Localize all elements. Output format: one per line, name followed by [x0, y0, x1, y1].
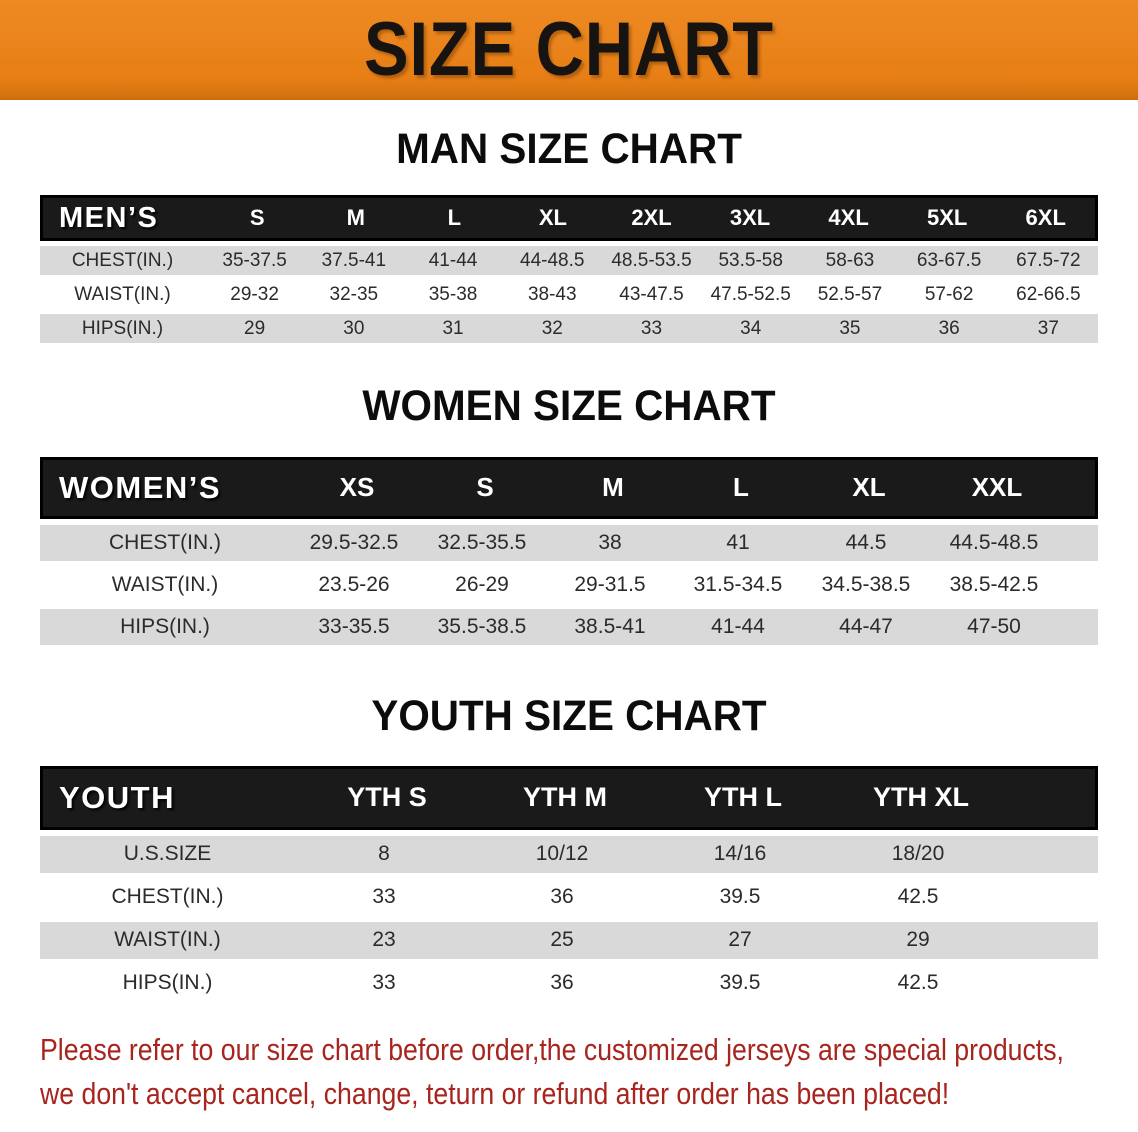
size-column-header: 4XL: [828, 205, 869, 231]
size-column-header: XL: [852, 472, 886, 503]
size-value-cell: 29: [244, 317, 266, 339]
table-row: [40, 567, 1098, 603]
size-value-cell: 33: [372, 971, 396, 995]
order-disclaimer: [40, 1028, 1138, 1116]
size-value-cell: 47.5-52.5: [710, 283, 791, 305]
size-value-cell: 36: [550, 971, 574, 995]
size-value-cell: 38-43: [527, 283, 577, 305]
size-value-cell: 29-31.5: [574, 572, 646, 596]
size-value-cell: 34.5-38.5: [821, 572, 911, 596]
size-value-cell: 18/20: [891, 842, 945, 866]
size-value-cell: 42.5: [897, 971, 939, 995]
size-value-cell: 32.5-35.5: [437, 530, 527, 554]
size-value-cell: 29-32: [230, 283, 279, 305]
size-column-header: M: [346, 205, 365, 231]
size-column-header: YTH XL: [872, 782, 969, 813]
table-row: [40, 879, 1098, 916]
banner-title: SIZE CHART: [363, 7, 775, 92]
size-value-cell: 10/12: [535, 842, 589, 866]
size-value-cell: 29: [906, 928, 930, 952]
measurement-row-label: HIPS(IN.): [122, 971, 213, 995]
table-row: [40, 525, 1098, 561]
size-value-cell: 33: [640, 317, 663, 339]
size-column-header: S: [476, 472, 494, 503]
youth-size-section: [0, 645, 1138, 1002]
size-value-cell: 23.5-26: [318, 572, 390, 596]
size-value-cell: 44-47: [839, 614, 893, 638]
measurement-row-label: WAIST(IN.): [114, 928, 221, 952]
size-value-cell: 33: [372, 885, 396, 909]
men-size-table: [40, 195, 1098, 343]
table-row: [40, 836, 1098, 873]
measurement-row-label: HIPS(IN.): [81, 317, 164, 339]
size-value-cell: 58-63: [825, 249, 875, 271]
youth-section-heading: YOUTH SIZE CHART: [371, 691, 767, 740]
size-column-header: 5XL: [926, 205, 968, 231]
size-column-header: 2XL: [631, 205, 672, 231]
measurement-row-label: CHEST(IN.): [71, 249, 174, 271]
men-section-heading: MAN SIZE CHART: [396, 125, 742, 173]
women-size-section: [0, 343, 1138, 644]
size-value-cell: 42.5: [897, 885, 939, 909]
size-value-cell: 32: [541, 317, 563, 339]
table-header-row: [40, 195, 1098, 241]
table-header-row: [40, 457, 1098, 519]
measurement-row-label: U.S.SIZE: [123, 842, 212, 866]
table-row: [40, 609, 1098, 645]
size-value-cell: 67.5-72: [1016, 249, 1081, 271]
size-value-cell: 41-44: [428, 249, 478, 271]
measurement-row-label: CHEST(IN.): [109, 530, 221, 554]
size-value-cell: 8: [378, 842, 390, 866]
size-value-cell: 35.5-38.5: [437, 614, 527, 638]
size-value-cell: 36: [938, 317, 960, 339]
size-value-cell: 48.5-53.5: [611, 249, 692, 271]
size-column-header: YTH M: [523, 782, 607, 813]
size-value-cell: 14/16: [713, 842, 767, 866]
size-value-cell: 44-48.5: [520, 249, 585, 271]
size-value-cell: 53.5-58: [718, 249, 783, 271]
youth-size-table: [40, 766, 1098, 1002]
size-column-header: L: [733, 472, 749, 503]
size-value-cell: 62-66.5: [1016, 283, 1081, 305]
size-value-cell: 39.5: [719, 885, 761, 909]
size-column-header: YTH L: [704, 782, 782, 813]
table-row: [40, 280, 1098, 309]
table-group-label: MEN’S: [59, 201, 159, 234]
size-value-cell: 27: [728, 928, 752, 952]
size-value-cell: 23: [372, 928, 396, 952]
table-row: [40, 922, 1098, 959]
size-value-cell: 41-44: [711, 614, 765, 638]
size-value-cell: 52.5-57: [817, 283, 883, 305]
size-value-cell: 44.5-48.5: [949, 530, 1039, 554]
measurement-row-label: WAIST(IN.): [74, 283, 171, 305]
size-value-cell: 43-47.5: [619, 283, 684, 305]
size-value-cell: 31: [442, 317, 464, 339]
size-value-cell: 57-62: [924, 283, 974, 305]
disclaimer-line-1: Please refer to our size chart before order,the customized jerseys are special products,: [40, 1031, 1064, 1067]
size-value-cell: 36: [550, 885, 574, 909]
size-value-cell: 34: [740, 317, 762, 339]
size-value-cell: 37: [1037, 317, 1059, 339]
size-column-header: YTH S: [347, 782, 427, 813]
size-value-cell: 44.5: [845, 530, 887, 554]
disclaimer-line-2: we don't accept cancel, change, teturn or refund after order has been placed!: [40, 1075, 950, 1111]
measurement-row-label: CHEST(IN.): [111, 885, 224, 909]
size-value-cell: 38: [598, 530, 622, 554]
table-row: [40, 965, 1098, 1002]
size-value-cell: 26-29: [455, 572, 509, 596]
table-row: [40, 246, 1098, 275]
size-value-cell: 33-35.5: [318, 614, 390, 638]
size-column-header: XXL: [971, 472, 1023, 503]
size-chart-banner: [0, 0, 1138, 100]
size-value-cell: 41: [726, 530, 750, 554]
size-value-cell: 47-50: [967, 614, 1021, 638]
size-value-cell: 31.5-34.5: [693, 572, 783, 596]
size-value-cell: 38.5-41: [574, 614, 646, 638]
women-size-table: [40, 457, 1098, 645]
size-value-cell: 35: [839, 317, 861, 339]
table-header-row: [40, 766, 1098, 830]
size-value-cell: 25: [550, 928, 574, 952]
table-row: [40, 314, 1098, 343]
size-column-header: 3XL: [729, 205, 771, 231]
men-size-section: [0, 100, 1138, 343]
size-column-header: L: [447, 205, 462, 231]
table-group-label: YOUTH: [59, 779, 175, 815]
size-column-header: M: [602, 472, 624, 503]
size-value-cell: 37.5-41: [321, 249, 387, 271]
measurement-row-label: HIPS(IN.): [120, 614, 210, 638]
size-value-cell: 32-35: [329, 283, 379, 305]
size-column-header: 6XL: [1025, 205, 1066, 231]
size-value-cell: 30: [343, 317, 365, 339]
size-value-cell: 38.5-42.5: [949, 572, 1039, 596]
size-column-header: S: [249, 205, 265, 231]
size-value-cell: 29.5-32.5: [309, 530, 399, 554]
size-value-cell: 35-37.5: [222, 249, 287, 271]
size-value-cell: 63-67.5: [916, 249, 982, 271]
size-column-header: XS: [339, 472, 375, 503]
table-group-label: WOMEN’S: [59, 469, 222, 505]
women-section-heading: WOMEN SIZE CHART: [362, 382, 776, 431]
size-value-cell: 39.5: [719, 971, 761, 995]
measurement-row-label: WAIST(IN.): [111, 572, 219, 596]
size-column-header: XL: [538, 205, 567, 231]
size-value-cell: 35-38: [428, 283, 478, 305]
